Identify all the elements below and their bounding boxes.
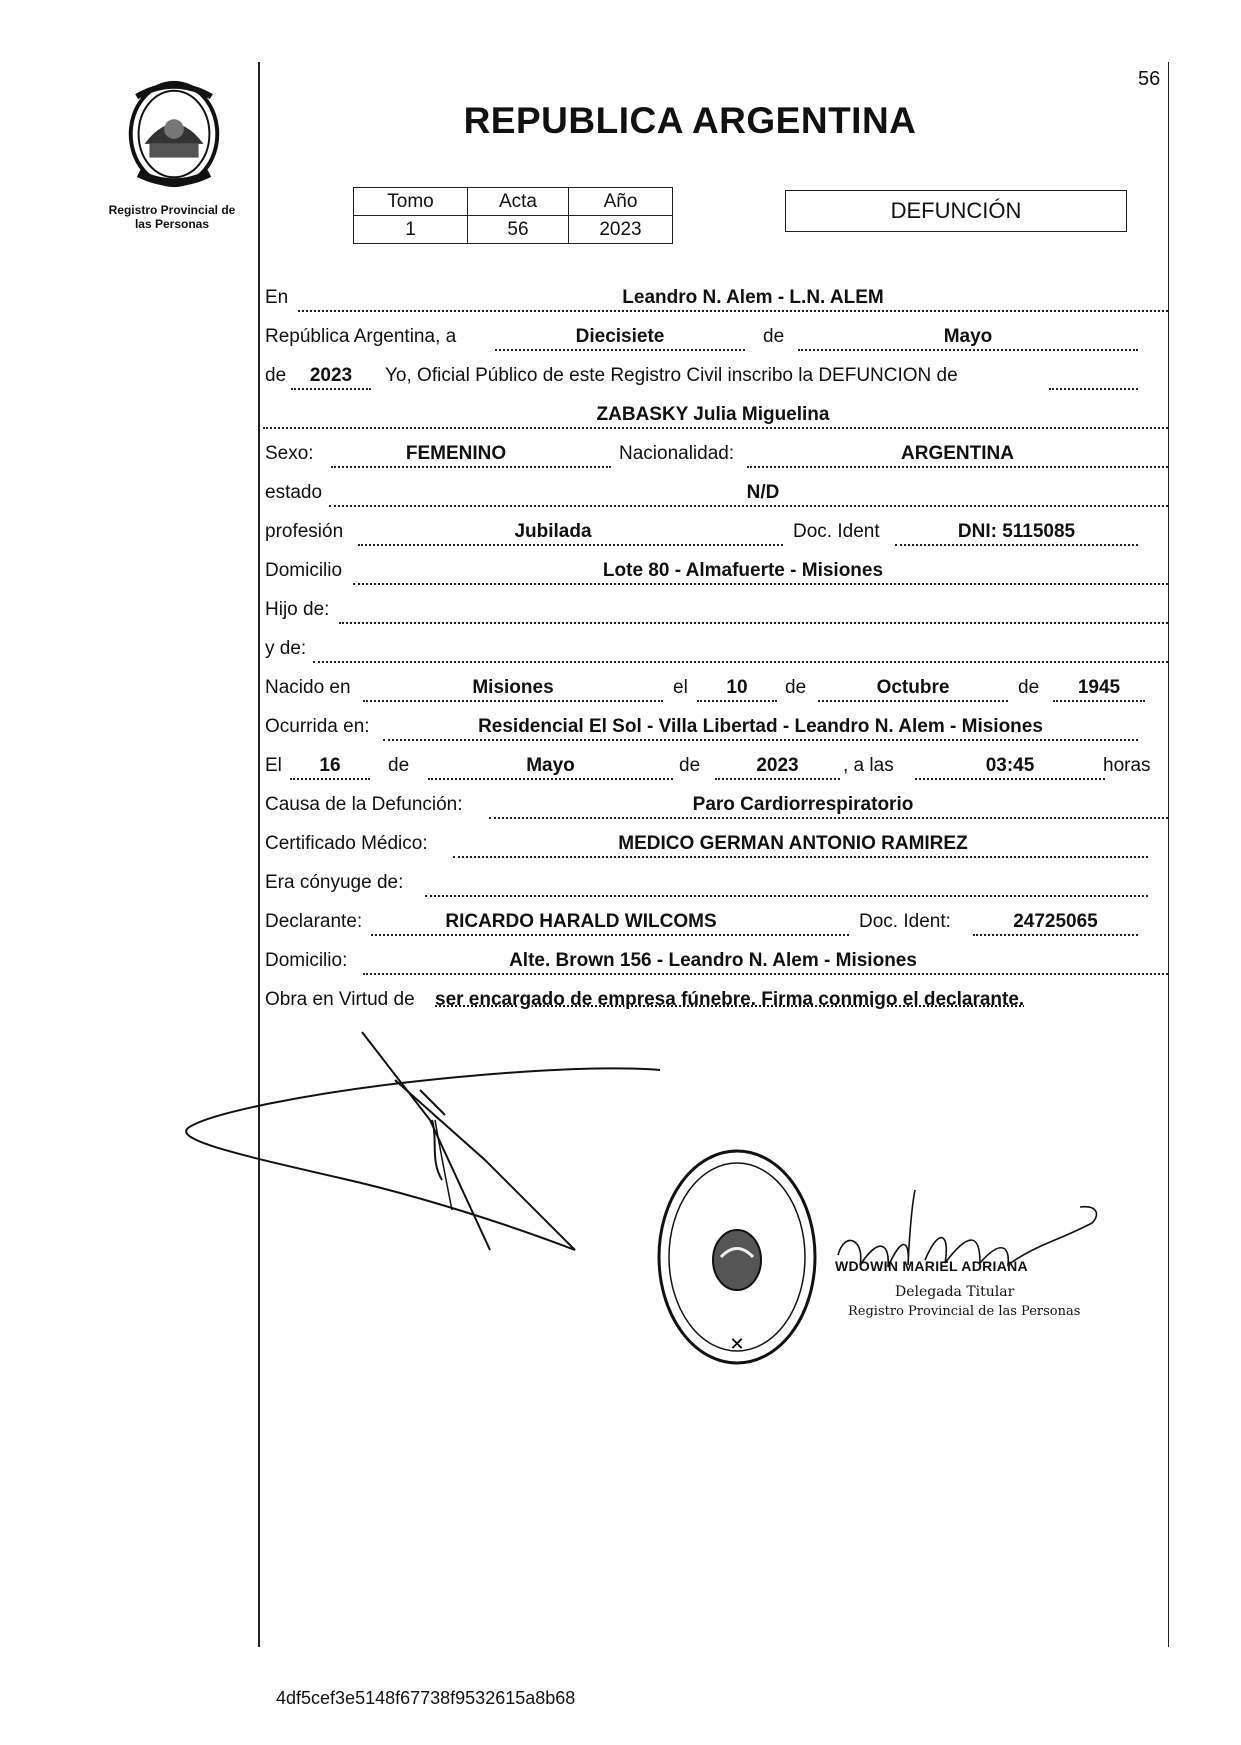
estado-value: N/D xyxy=(746,482,780,503)
sexo-label: Sexo: xyxy=(265,443,314,464)
fall-hora-value: 03:45 xyxy=(985,755,1035,776)
official-signature xyxy=(830,1185,1110,1295)
fall-anio-value: 2023 xyxy=(756,755,799,776)
row-profesion xyxy=(263,514,1168,546)
yde-label: y de: xyxy=(265,638,307,659)
anio-label: Año xyxy=(569,188,673,216)
acta-value: 56 xyxy=(468,216,569,244)
doc-label: Doc. Ident xyxy=(793,521,880,542)
official-org: Registro Provincial de las Personas xyxy=(848,1304,1081,1319)
nacido-label: Nacido en xyxy=(265,677,351,698)
anio-value: 2023 xyxy=(569,216,673,244)
domicilio-label: Domicilio xyxy=(265,560,343,581)
row-sexo xyxy=(263,436,1168,468)
decl-doc-value: 24725065 xyxy=(1013,911,1098,932)
row-obra xyxy=(263,982,1168,1014)
official-name: WDOWIN MARIEL ADRIANA xyxy=(835,1258,1028,1274)
row-fallecimiento xyxy=(263,748,1168,780)
horas-label: horas xyxy=(1103,755,1151,776)
right-margin-rule xyxy=(1168,62,1169,1647)
row-hijo xyxy=(263,592,1168,624)
domicilio-value: Lote 80 - Almafuerte - Misiones xyxy=(602,560,884,581)
en-label: En xyxy=(265,287,289,308)
row-anio xyxy=(263,358,1168,390)
declarante-label: Declarante: xyxy=(265,911,363,932)
alas-label: , a las xyxy=(843,755,894,776)
mes-value: Mayo xyxy=(943,326,993,347)
page-number: 56 xyxy=(1138,68,1161,90)
row-fecha xyxy=(263,319,1168,351)
yo-text: Yo, Oficial Público de este Registro Civil inscribo la DEFUNCION de xyxy=(385,365,958,386)
obra-label: Obra en Virtud de xyxy=(265,989,415,1010)
nacido-anio-value: 1945 xyxy=(1077,677,1121,698)
row-nombre xyxy=(263,397,1168,429)
declarante-value: RICARDO HARALD WILCOMS xyxy=(445,911,717,932)
el-label-2: El xyxy=(265,755,282,776)
estado-label: estado xyxy=(265,482,323,503)
document-hash: 4df5cef3e5148f67738f9532615a8b68 xyxy=(276,1688,576,1708)
svg-text:✕: ✕ xyxy=(729,1334,745,1354)
delegation-stamp xyxy=(655,1145,820,1370)
row-ocurrida xyxy=(263,709,1168,741)
causa-label: Causa de la Defunción: xyxy=(265,794,463,815)
certificado-value: MEDICO GERMAN ANTONIO RAMIREZ xyxy=(618,833,968,854)
row-decl-domicilio xyxy=(263,943,1168,975)
fall-mes-value: Mayo xyxy=(526,755,575,776)
decl-doc-label: Doc. Ident: xyxy=(859,911,951,932)
row-causa xyxy=(263,787,1168,819)
official-role: Delegada Titular xyxy=(895,1284,1015,1300)
registry-label-line1: Registro Provincial de xyxy=(108,203,236,217)
row-nacido xyxy=(263,670,1168,702)
causa-value: Paro Cardiorrespiratorio xyxy=(692,794,914,815)
el-label: el xyxy=(673,677,688,698)
declarant-signature xyxy=(180,1020,700,1270)
nacido-mes-value: Octubre xyxy=(876,677,950,698)
record-type-box: DEFUNCIÓN xyxy=(785,190,1127,232)
ocurrida-value: Residencial El Sol - Villa Libertad - Leandro N. Alem - Misiones xyxy=(478,716,1043,737)
hijo-label: Hijo de: xyxy=(265,599,330,620)
de-label-2: de xyxy=(265,365,287,386)
row-en xyxy=(263,280,1168,312)
registry-label-line2: las Personas xyxy=(134,217,210,231)
de-label-3: de xyxy=(785,677,807,698)
anio-value: 2023 xyxy=(309,365,353,386)
row-certificado xyxy=(263,826,1168,858)
obra-value: ser encargado de empresa fúnebre. Firma conmigo el declarante. xyxy=(435,989,1025,1010)
nacido-lugar-value: Misiones xyxy=(472,677,554,698)
dia-texto-value: Diecisiete xyxy=(575,326,665,347)
province-seal-logo xyxy=(115,75,233,193)
conyuge-label: Era cónyuge de: xyxy=(265,872,404,893)
registry-label xyxy=(92,203,252,231)
nacionalidad-value: ARGENTINA xyxy=(901,443,1014,464)
deceased-name: ZABASKY Julia Miguelina xyxy=(596,404,830,425)
de-label-5: de xyxy=(388,755,410,776)
fall-dia-value: 16 xyxy=(319,755,341,776)
ocurrida-label: Ocurrida en: xyxy=(265,716,370,737)
decl-dom-value: Alte. Brown 156 - Leandro N. Alem - Misiones xyxy=(509,950,917,971)
decl-dom-label: Domicilio: xyxy=(265,950,348,971)
sexo-value: FEMENINO xyxy=(405,443,507,464)
tomo-label: Tomo xyxy=(354,188,468,216)
profesion-value: Jubilada xyxy=(514,521,592,542)
republica-label: República Argentina, a xyxy=(265,326,457,347)
page-title: REPUBLICA ARGENTINA xyxy=(463,100,917,141)
row-yde xyxy=(263,631,1168,663)
nacionalidad-label: Nacionalidad: xyxy=(619,443,735,464)
de-label-4: de xyxy=(1018,677,1040,698)
de-label-6: de xyxy=(679,755,701,776)
row-conyuge xyxy=(263,865,1168,897)
tomo-value: 1 xyxy=(354,216,468,244)
row-estado xyxy=(263,475,1168,507)
left-margin-rule xyxy=(258,62,260,1647)
row-domicilio xyxy=(263,553,1168,585)
profesion-label: profesión xyxy=(265,521,344,542)
row-declarante xyxy=(263,904,1168,936)
en-value: Leandro N. Alem - L.N. ALEM xyxy=(622,287,884,308)
nacido-dia-value: 10 xyxy=(726,677,748,698)
record-id-table xyxy=(353,187,673,244)
de-label: de xyxy=(763,326,785,347)
certificado-label: Certificado Médico: xyxy=(265,833,428,854)
doc-value: DNI: 5115085 xyxy=(957,521,1076,542)
acta-label: Acta xyxy=(468,188,569,216)
